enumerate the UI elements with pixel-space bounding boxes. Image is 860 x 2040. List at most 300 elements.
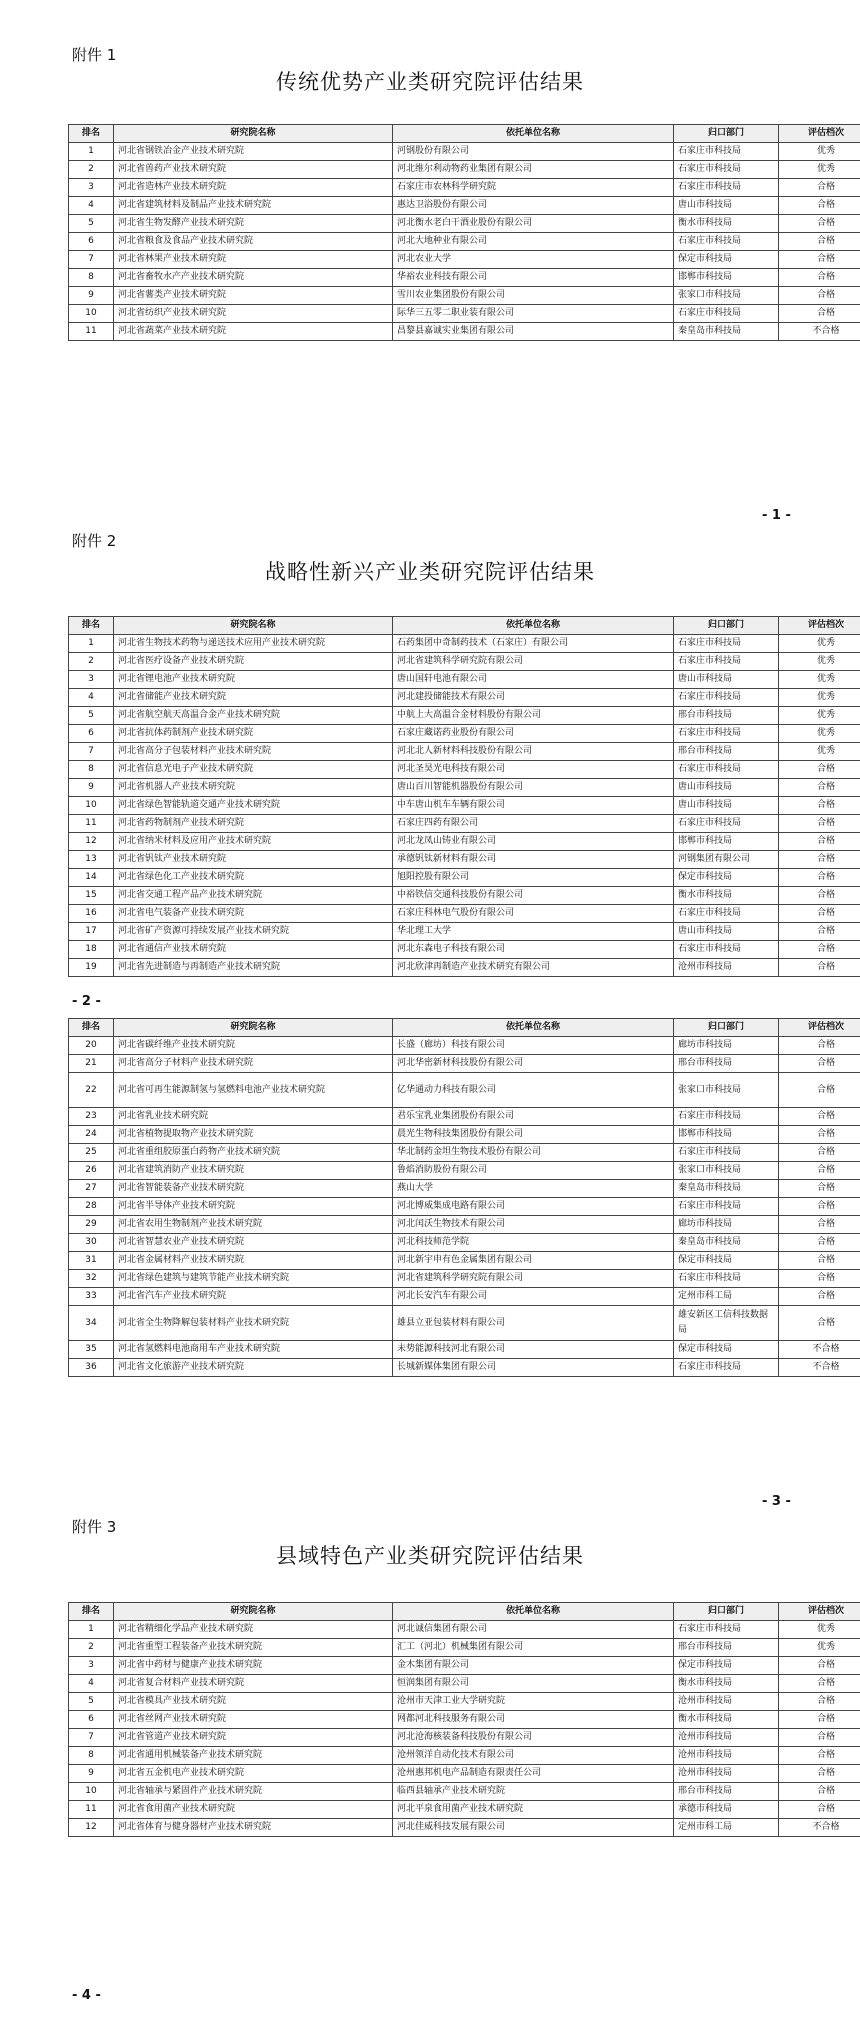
col-institute-name-header: 研究院名称 [114, 1019, 393, 1037]
col-rank-cell: 14 [69, 869, 114, 887]
col-host-unit-cell: 河北诚信集团有限公司 [393, 1621, 674, 1639]
col-host-unit-cell: 金木集团有限公司 [393, 1657, 674, 1675]
table-row [69, 1270, 860, 1288]
col-host-unit-cell: 石家庄藏诺药业股份有限公司 [393, 725, 674, 743]
table-row [69, 1729, 860, 1747]
table-row [69, 833, 860, 851]
col-rank-cell: 5 [69, 707, 114, 725]
col-institute-name-cell: 河北省钒钛产业技术研究院 [114, 851, 393, 869]
col-department-cell: 石家庄市科技局 [674, 635, 779, 653]
col-rank-cell: 17 [69, 923, 114, 941]
col-institute-name-cell: 河北省通用机械装备产业技术研究院 [114, 1747, 393, 1765]
col-department-cell: 石家庄市科技局 [674, 1108, 779, 1126]
col-department-header: 归口部门 [674, 1603, 779, 1621]
col-department-cell: 承德市科技局 [674, 1801, 779, 1819]
results-table [68, 124, 860, 341]
col-institute-name-cell: 河北省智能装备产业技术研究院 [114, 1180, 393, 1198]
col-host-unit-header: 依托单位名称 [393, 1019, 674, 1037]
col-host-unit-cell: 华裕农业科技有限公司 [393, 269, 674, 287]
page-title: 县域特色产业类研究院评估结果 [276, 1544, 584, 1568]
col-host-unit-cell: 君乐宝乳业集团股份有限公司 [393, 1108, 674, 1126]
col-institute-name-cell: 河北省储能产业技术研究院 [114, 689, 393, 707]
col-host-unit-cell: 河北维尔利动物药业集团有限公司 [393, 161, 674, 179]
col-rank-cell: 5 [69, 215, 114, 233]
col-department-cell: 石家庄市科技局 [674, 761, 779, 779]
col-grade-cell: 合格 [779, 851, 860, 869]
table-row [69, 197, 860, 215]
col-department-header: 归口部门 [674, 125, 779, 143]
col-grade-cell: 合格 [779, 1126, 860, 1144]
col-institute-name-cell: 河北省乳业技术研究院 [114, 1108, 393, 1126]
col-institute-name-cell: 河北省管道产业技术研究院 [114, 1729, 393, 1747]
table-row [69, 1639, 860, 1657]
col-host-unit-cell: 华北理工大学 [393, 923, 674, 941]
col-grade-cell: 合格 [779, 1180, 860, 1198]
col-rank-cell: 4 [69, 689, 114, 707]
col-institute-name-cell: 河北省建筑材料及制品产业技术研究院 [114, 197, 393, 215]
col-institute-name-cell: 河北省半导体产业技术研究院 [114, 1198, 393, 1216]
col-rank-header: 排名 [69, 1019, 114, 1037]
annex-label: 附件 2 [72, 532, 117, 550]
col-rank-cell: 15 [69, 887, 114, 905]
col-grade-cell: 合格 [779, 1270, 860, 1288]
table-row [69, 1657, 860, 1675]
col-host-unit-cell: 河北农业大学 [393, 251, 674, 269]
col-department-cell: 廊坊市科技局 [674, 1037, 779, 1055]
col-host-unit-cell: 燕山大学 [393, 1180, 674, 1198]
col-grade-cell: 合格 [779, 179, 860, 197]
col-rank-cell: 36 [69, 1359, 114, 1377]
col-grade-cell: 合格 [779, 833, 860, 851]
col-department-cell: 石家庄市科技局 [674, 1198, 779, 1216]
col-host-unit-cell: 河北科技师范学院 [393, 1234, 674, 1252]
col-grade-cell: 合格 [779, 1144, 860, 1162]
col-host-unit-cell: 河钢股份有限公司 [393, 143, 674, 161]
col-rank-cell: 8 [69, 1747, 114, 1765]
col-rank-cell: 5 [69, 1693, 114, 1711]
col-rank-cell: 2 [69, 653, 114, 671]
col-host-unit-cell: 中航上大高温合金材料股份有限公司 [393, 707, 674, 725]
col-grade-cell: 合格 [779, 1234, 860, 1252]
col-grade-cell: 不合格 [779, 1819, 860, 1837]
table-row [69, 689, 860, 707]
col-rank-cell: 31 [69, 1252, 114, 1270]
col-institute-name-cell: 河北省航空航天高温合金产业技术研究院 [114, 707, 393, 725]
col-host-unit-cell: 石家庄科林电气股份有限公司 [393, 905, 674, 923]
col-institute-name-cell: 河北省抗体药制剂产业技术研究院 [114, 725, 393, 743]
col-institute-name-cell: 河北省造林产业技术研究院 [114, 179, 393, 197]
col-institute-name-cell: 河北省丝网产业技术研究院 [114, 1711, 393, 1729]
table-row [69, 1198, 860, 1216]
table-row [69, 1801, 860, 1819]
col-host-unit-cell: 惠达卫浴股份有限公司 [393, 197, 674, 215]
col-host-unit-cell: 际华三五零二职业装有限公司 [393, 305, 674, 323]
table-row [69, 1126, 860, 1144]
col-rank-cell: 16 [69, 905, 114, 923]
table-row [69, 1693, 860, 1711]
table-row [69, 1216, 860, 1234]
col-rank-cell: 2 [69, 1639, 114, 1657]
col-rank-cell: 12 [69, 833, 114, 851]
col-host-unit-cell: 华北制药金坦生物技术股份有限公司 [393, 1144, 674, 1162]
col-host-unit-cell: 承德钒钛新材料有限公司 [393, 851, 674, 869]
col-rank-cell: 18 [69, 941, 114, 959]
col-rank-cell: 34 [69, 1306, 114, 1341]
col-grade-cell: 优秀 [779, 689, 860, 707]
col-department-cell: 石家庄市科技局 [674, 815, 779, 833]
col-grade-cell: 合格 [779, 1675, 860, 1693]
col-institute-name-cell: 河北省信息光电子产业技术研究院 [114, 761, 393, 779]
col-host-unit-cell: 沧州市天津工业大学研究院 [393, 1693, 674, 1711]
col-institute-name-cell: 河北省医疗设备产业技术研究院 [114, 653, 393, 671]
col-rank-cell: 1 [69, 143, 114, 161]
col-host-unit-cell: 长盛（廊坊）科技有限公司 [393, 1037, 674, 1055]
col-grade-cell: 合格 [779, 287, 860, 305]
table-row [69, 797, 860, 815]
col-institute-name-cell: 河北省轴承与紧固件产业技术研究院 [114, 1783, 393, 1801]
col-host-unit-cell: 亿华通动力科技有限公司 [393, 1073, 674, 1108]
col-rank-cell: 27 [69, 1180, 114, 1198]
col-grade-cell: 优秀 [779, 161, 860, 179]
col-department-cell: 石家庄市科技局 [674, 143, 779, 161]
col-department-cell: 石家庄市科技局 [674, 1270, 779, 1288]
col-grade-cell: 合格 [779, 1288, 860, 1306]
col-rank-cell: 6 [69, 1711, 114, 1729]
table-row [69, 887, 860, 905]
col-institute-name-cell: 河北省通信产业技术研究院 [114, 941, 393, 959]
col-host-unit-cell: 鲁焰消防股份有限公司 [393, 1162, 674, 1180]
col-grade-cell: 合格 [779, 1711, 860, 1729]
col-host-unit-cell: 晨光生物科技集团股份有限公司 [393, 1126, 674, 1144]
col-rank-cell: 11 [69, 815, 114, 833]
table-row [69, 1783, 860, 1801]
col-grade-cell: 合格 [779, 1055, 860, 1073]
table-row [69, 1180, 860, 1198]
table-row [69, 1234, 860, 1252]
table-row [69, 959, 860, 977]
annex-label: 附件 3 [72, 1518, 117, 1536]
col-grade-cell: 优秀 [779, 143, 860, 161]
col-rank-cell: 10 [69, 305, 114, 323]
page-title: 传统优势产业类研究院评估结果 [276, 70, 584, 94]
col-host-unit-cell: 石家庄四药有限公司 [393, 815, 674, 833]
col-institute-name-cell: 河北省碳纤维产业技术研究院 [114, 1037, 393, 1055]
col-rank-cell: 30 [69, 1234, 114, 1252]
table-row [69, 653, 860, 671]
col-grade-cell: 合格 [779, 305, 860, 323]
col-grade-cell: 合格 [779, 269, 860, 287]
col-host-unit-cell: 未势能源科技河北有限公司 [393, 1341, 674, 1359]
results-table-continued [68, 1018, 860, 1377]
col-grade-cell: 合格 [779, 1783, 860, 1801]
col-grade-cell: 合格 [779, 1801, 860, 1819]
col-host-unit-cell: 河北东森电子科技有限公司 [393, 941, 674, 959]
col-institute-name-cell: 河北省重组胶原蛋白药物产业技术研究院 [114, 1144, 393, 1162]
col-department-cell: 唐山市科技局 [674, 671, 779, 689]
col-rank-header: 排名 [69, 617, 114, 635]
col-rank-cell: 11 [69, 1801, 114, 1819]
col-department-cell: 定州市科工局 [674, 1288, 779, 1306]
col-rank-cell: 22 [69, 1073, 114, 1108]
table-row [69, 1819, 860, 1837]
col-department-header: 归口部门 [674, 1019, 779, 1037]
col-rank-cell: 11 [69, 323, 114, 341]
col-rank-cell: 25 [69, 1144, 114, 1162]
col-host-unit-cell: 中裕铁信交通科技股份有限公司 [393, 887, 674, 905]
col-institute-name-cell: 河北省纺织产业技术研究院 [114, 305, 393, 323]
col-grade-cell: 合格 [779, 869, 860, 887]
col-institute-name-cell: 河北省机器人产业技术研究院 [114, 779, 393, 797]
col-rank-cell: 29 [69, 1216, 114, 1234]
col-institute-name-cell: 河北省食用菌产业技术研究院 [114, 1801, 393, 1819]
col-host-unit-cell: 昌黎县嘉诚实业集团有限公司 [393, 323, 674, 341]
col-host-unit-cell: 河北大地种业有限公司 [393, 233, 674, 251]
table-row [69, 161, 860, 179]
table-row [69, 1306, 860, 1341]
table-row [69, 815, 860, 833]
col-institute-name-cell: 河北省五金机电产业技术研究院 [114, 1765, 393, 1783]
table-row [69, 143, 860, 161]
col-host-unit-header: 依托单位名称 [393, 617, 674, 635]
col-department-cell: 沧州市科技局 [674, 959, 779, 977]
col-department-cell: 保定市科技局 [674, 251, 779, 269]
col-department-header: 归口部门 [674, 617, 779, 635]
table-row [69, 179, 860, 197]
col-host-unit-cell: 唐山国轩电池有限公司 [393, 671, 674, 689]
table-row [69, 323, 860, 341]
col-host-unit-cell: 河北华密新材科技股份有限公司 [393, 1055, 674, 1073]
col-grade-cell: 合格 [779, 1198, 860, 1216]
col-institute-name-cell: 河北省高分子材料产业技术研究院 [114, 1055, 393, 1073]
table-row [69, 1675, 860, 1693]
col-department-cell: 石家庄市科技局 [674, 1359, 779, 1377]
col-rank-cell: 4 [69, 197, 114, 215]
table-row [69, 1055, 860, 1073]
col-rank-cell: 12 [69, 1819, 114, 1837]
col-host-unit-cell: 河北北人新材料科技股份有限公司 [393, 743, 674, 761]
table-row [69, 851, 860, 869]
col-institute-name-cell: 河北省纳米材料及应用产业技术研究院 [114, 833, 393, 851]
col-grade-cell: 合格 [779, 959, 860, 977]
col-grade-cell: 合格 [779, 779, 860, 797]
col-department-cell: 石家庄市科技局 [674, 233, 779, 251]
col-grade-cell: 合格 [779, 215, 860, 233]
col-department-cell: 邢台市科技局 [674, 743, 779, 761]
col-host-unit-cell: 河北省建筑科学研究院有限公司 [393, 653, 674, 671]
col-grade-cell: 合格 [779, 251, 860, 269]
col-grade-cell: 合格 [779, 815, 860, 833]
col-grade-cell: 优秀 [779, 707, 860, 725]
col-host-unit-cell: 临西县轴承产业技术研究院 [393, 1783, 674, 1801]
col-department-cell: 河钢集团有限公司 [674, 851, 779, 869]
table-row [69, 1144, 860, 1162]
col-grade-cell: 合格 [779, 1693, 860, 1711]
col-host-unit-header: 依托单位名称 [393, 125, 674, 143]
col-department-cell: 保定市科技局 [674, 1252, 779, 1270]
col-host-unit-cell: 河北龙凤山铸业有限公司 [393, 833, 674, 851]
table-row [69, 905, 860, 923]
results-table [68, 1602, 860, 1837]
col-grade-cell: 合格 [779, 1252, 860, 1270]
col-institute-name-cell: 河北省畜牧水产产业技术研究院 [114, 269, 393, 287]
col-host-unit-cell: 河北长安汽车有限公司 [393, 1288, 674, 1306]
col-institute-name-cell: 河北省矿产资源可持续发展产业技术研究院 [114, 923, 393, 941]
col-grade-cell: 优秀 [779, 671, 860, 689]
col-host-unit-cell: 汇工（河北）机械集团有限公司 [393, 1639, 674, 1657]
col-grade-cell: 合格 [779, 923, 860, 941]
col-department-cell: 石家庄市科技局 [674, 689, 779, 707]
col-institute-name-cell: 河北省模具产业技术研究院 [114, 1693, 393, 1711]
table-row [69, 233, 860, 251]
col-rank-cell: 7 [69, 743, 114, 761]
page-number: - 4 - [72, 1988, 101, 2003]
col-institute-name-cell: 河北省文化旅游产业技术研究院 [114, 1359, 393, 1377]
col-host-unit-cell: 网都河北科技服务有限公司 [393, 1711, 674, 1729]
col-institute-name-cell: 河北省智慧农业产业技术研究院 [114, 1234, 393, 1252]
col-department-cell: 石家庄市科技局 [674, 653, 779, 671]
col-institute-name-cell: 河北省精细化学品产业技术研究院 [114, 1621, 393, 1639]
col-department-cell: 石家庄市科技局 [674, 905, 779, 923]
col-host-unit-cell: 河北衡水老白干酒业股份有限公司 [393, 215, 674, 233]
col-department-cell: 邢台市科技局 [674, 1783, 779, 1801]
col-department-cell: 石家庄市科技局 [674, 1144, 779, 1162]
col-rank-cell: 21 [69, 1055, 114, 1073]
col-grade-cell: 合格 [779, 1765, 860, 1783]
col-host-unit-cell: 沧州领洋自动化技术有限公司 [393, 1747, 674, 1765]
col-grade-cell: 优秀 [779, 653, 860, 671]
col-grade-cell: 合格 [779, 197, 860, 215]
col-grade-cell: 优秀 [779, 1621, 860, 1639]
col-grade-cell: 合格 [779, 1216, 860, 1234]
col-institute-name-cell: 河北省粮食及食品产业技术研究院 [114, 233, 393, 251]
col-department-cell: 沧州市科技局 [674, 1765, 779, 1783]
table-row [69, 1359, 860, 1377]
col-institute-name-cell: 河北省建筑消防产业技术研究院 [114, 1162, 393, 1180]
col-department-cell: 唐山市科技局 [674, 923, 779, 941]
col-grade-header: 评估档次 [779, 1019, 860, 1037]
col-department-cell: 衡水市科技局 [674, 215, 779, 233]
col-rank-cell: 7 [69, 251, 114, 269]
table-row [69, 923, 860, 941]
col-host-unit-cell: 长城新媒体集团有限公司 [393, 1359, 674, 1377]
col-rank-cell: 10 [69, 1783, 114, 1801]
col-department-cell: 廊坊市科技局 [674, 1216, 779, 1234]
col-rank-cell: 24 [69, 1126, 114, 1144]
col-rank-cell: 33 [69, 1288, 114, 1306]
col-host-unit-cell: 唐山百川智能机器股份有限公司 [393, 779, 674, 797]
col-institute-name-cell: 河北省生物技术药物与递送技术应用产业技术研究院 [114, 635, 393, 653]
col-rank-cell: 9 [69, 287, 114, 305]
table-row [69, 941, 860, 959]
col-grade-cell: 合格 [779, 1108, 860, 1126]
col-institute-name-cell: 河北省绿色智能轨道交通产业技术研究院 [114, 797, 393, 815]
table-row [69, 1288, 860, 1306]
col-department-cell: 张家口市科技局 [674, 1162, 779, 1180]
col-department-cell: 秦皇岛市科技局 [674, 323, 779, 341]
col-host-unit-cell: 河北佳威科技发展有限公司 [393, 1819, 674, 1837]
col-institute-name-cell: 河北省先进制造与再制造产业技术研究院 [114, 959, 393, 977]
col-rank-cell: 20 [69, 1037, 114, 1055]
col-institute-name-cell: 河北省复合材料产业技术研究院 [114, 1675, 393, 1693]
col-rank-cell: 3 [69, 1657, 114, 1675]
col-department-cell: 石家庄市科技局 [674, 941, 779, 959]
col-department-cell: 沧州市科技局 [674, 1729, 779, 1747]
col-grade-cell: 合格 [779, 1729, 860, 1747]
col-host-unit-cell: 雄县立亚包装材料有限公司 [393, 1306, 674, 1341]
table-row [69, 1108, 860, 1126]
col-host-unit-cell: 河北沧海核装备科技股份有限公司 [393, 1729, 674, 1747]
col-institute-name-header: 研究院名称 [114, 1603, 393, 1621]
col-department-cell: 秦皇岛市科技局 [674, 1180, 779, 1198]
col-institute-name-cell: 河北省体育与健身器材产业技术研究院 [114, 1819, 393, 1837]
table-row [69, 1747, 860, 1765]
col-institute-name-cell: 河北省薯类产业技术研究院 [114, 287, 393, 305]
col-host-unit-cell: 河北平泉食用菌产业技术研究院 [393, 1801, 674, 1819]
col-rank-cell: 8 [69, 761, 114, 779]
results-table [68, 616, 860, 977]
table-row [69, 743, 860, 761]
col-department-cell: 邯郸市科技局 [674, 833, 779, 851]
col-rank-cell: 6 [69, 725, 114, 743]
table-row [69, 1162, 860, 1180]
col-department-cell: 石家庄市科技局 [674, 1621, 779, 1639]
table-row [69, 1037, 860, 1055]
col-rank-cell: 8 [69, 269, 114, 287]
col-rank-cell: 9 [69, 779, 114, 797]
col-host-unit-cell: 河北省建筑科学研究院有限公司 [393, 1270, 674, 1288]
col-institute-name-cell: 河北省锂电池产业技术研究院 [114, 671, 393, 689]
table-row [69, 1621, 860, 1639]
col-rank-cell: 3 [69, 671, 114, 689]
table-row [69, 869, 860, 887]
table-row [69, 761, 860, 779]
table-row [69, 1252, 860, 1270]
col-rank-cell: 23 [69, 1108, 114, 1126]
col-grade-cell: 合格 [779, 1162, 860, 1180]
col-rank-cell: 28 [69, 1198, 114, 1216]
col-grade-header: 评估档次 [779, 125, 860, 143]
col-rank-cell: 2 [69, 161, 114, 179]
col-grade-header: 评估档次 [779, 617, 860, 635]
col-department-cell: 秦皇岛市科技局 [674, 1234, 779, 1252]
col-host-unit-header: 依托单位名称 [393, 1603, 674, 1621]
page-number: - 2 - [72, 994, 101, 1009]
col-rank-cell: 10 [69, 797, 114, 815]
col-host-unit-cell: 沧州惠邦机电产品制造有限责任公司 [393, 1765, 674, 1783]
col-grade-cell: 不合格 [779, 323, 860, 341]
col-department-cell: 衡水市科技局 [674, 1711, 779, 1729]
col-host-unit-cell: 河北闰沃生物技术有限公司 [393, 1216, 674, 1234]
col-host-unit-cell: 河北建投储能技术有限公司 [393, 689, 674, 707]
col-host-unit-cell: 恒润集团有限公司 [393, 1675, 674, 1693]
col-rank-cell: 35 [69, 1341, 114, 1359]
col-grade-cell: 合格 [779, 1657, 860, 1675]
table-row [69, 671, 860, 689]
col-grade-cell: 合格 [779, 761, 860, 779]
col-grade-cell: 合格 [779, 1747, 860, 1765]
table-row [69, 1073, 860, 1108]
table-row [69, 215, 860, 233]
col-host-unit-cell: 旭阳控股有限公司 [393, 869, 674, 887]
col-rank-cell: 6 [69, 233, 114, 251]
col-grade-cell: 合格 [779, 941, 860, 959]
col-grade-cell: 合格 [779, 905, 860, 923]
col-institute-name-cell: 河北省生物发酵产业技术研究院 [114, 215, 393, 233]
col-institute-name-cell: 河北省植物提取物产业技术研究院 [114, 1126, 393, 1144]
table-row [69, 779, 860, 797]
col-institute-name-header: 研究院名称 [114, 125, 393, 143]
col-department-cell: 石家庄市科技局 [674, 305, 779, 323]
